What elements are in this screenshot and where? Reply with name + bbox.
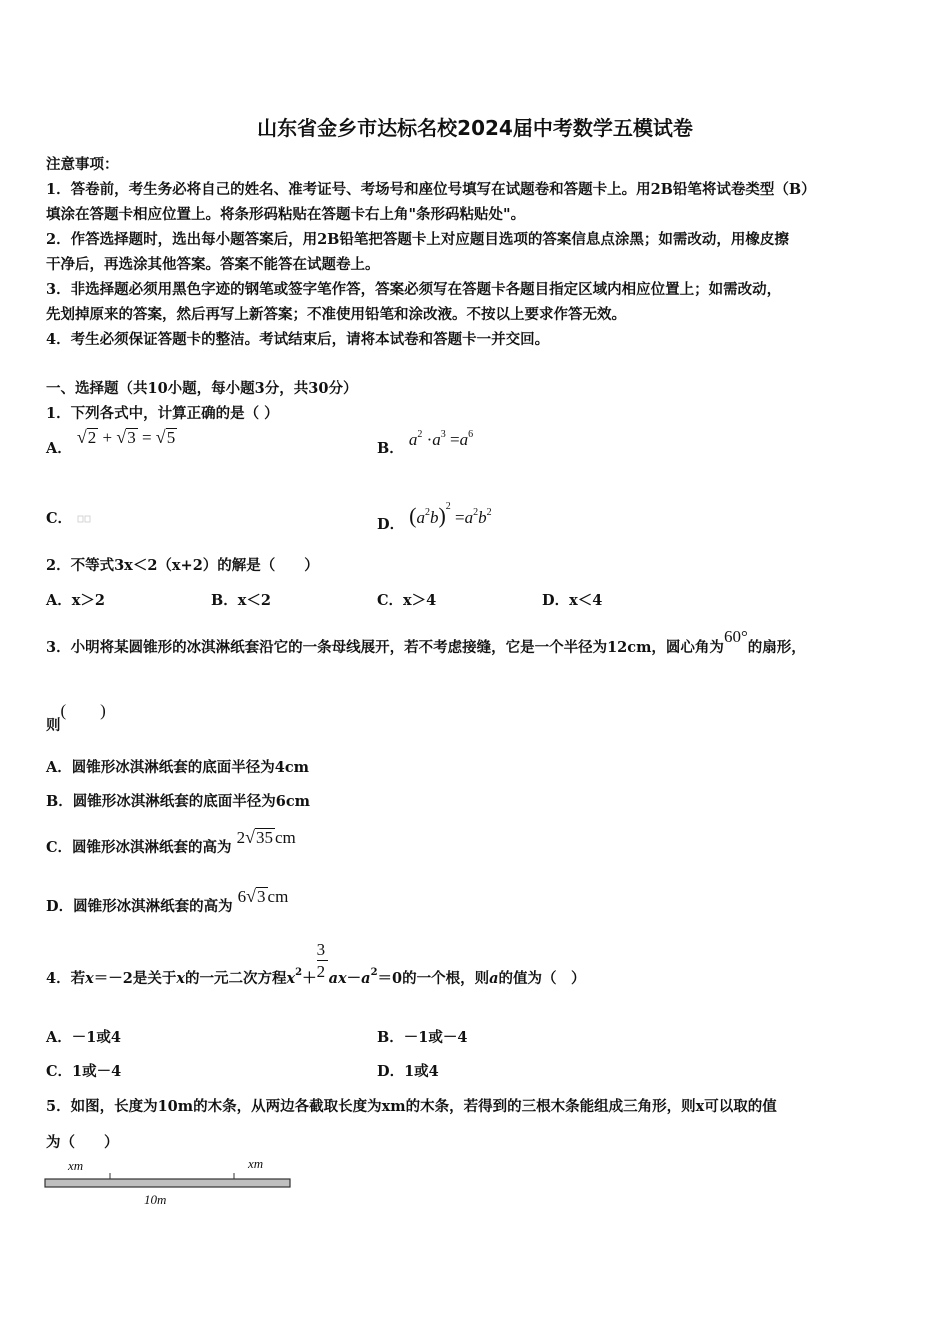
q3-answer-paren: ( ) xyxy=(60,701,106,720)
q4-ax: ax xyxy=(328,970,347,987)
q4-fraction xyxy=(316,940,329,984)
q1-option-c-formula-image xyxy=(77,514,91,524)
q1-d-open-paren: ( xyxy=(409,503,417,528)
q5-wood-strip-figure xyxy=(44,1155,294,1211)
q4-tail: ＝0的一个根，则 xyxy=(377,970,490,987)
q1-d-outer-exp: 2 xyxy=(445,501,451,512)
q1-option-b-formula xyxy=(409,430,473,449)
q5-fig-left-label: xm xyxy=(68,1158,84,1173)
q1-option-d xyxy=(377,501,492,535)
q3-d-coef: 6 xyxy=(237,887,247,906)
q5-fig-total-label: 10m xyxy=(144,1192,167,1207)
q4-option-c: C．1或－4 xyxy=(46,1063,122,1080)
q1-d-b2-exp: 2 xyxy=(486,507,492,518)
q1-b-exp-2: 3 xyxy=(440,429,446,440)
q1-d-a2-exp: 2 xyxy=(473,507,479,518)
q3-angle: 60° xyxy=(723,627,748,646)
q4-stem xyxy=(46,940,586,988)
q1-option-d-formula xyxy=(409,501,492,528)
q1-d-a: a xyxy=(416,508,425,527)
q3-then-text: 则 xyxy=(46,717,61,734)
q3-option-d-text: D．圆锥形冰淇淋纸套的高为 xyxy=(46,898,233,915)
q3-c-radicand: 35 xyxy=(256,828,273,847)
q3-stem-text: 3．小明将某圆锥形的冰淇淋纸套沿它的一条母线展开，若不考虑接缝，它是一个半径为12cm，圆心角为 xyxy=(46,639,724,656)
note-line-1: 1．答卷前，考生务必将自己的姓名、准考证号、考场号和座位号填写在试题卷和答题卡上。用2B铅笔将试卷类型（B） xyxy=(46,181,816,198)
q1-d-b2: b xyxy=(478,508,487,527)
q1-d-equals: = xyxy=(450,508,465,527)
page-title: 山东省金乡市达标名校2024届中考数学五模试卷 xyxy=(257,116,693,140)
q1-option-a-formula: √2 + √3 = √5 xyxy=(76,427,176,447)
q1-stem: 1．下列各式中，计算正确的是（ ） xyxy=(46,405,279,422)
q1-b-equals: = xyxy=(445,430,460,449)
q2-option-b: B．x＜2 xyxy=(211,592,271,609)
section-heading: 一、选择题（共10小题，每小题3分，共30分） xyxy=(46,380,358,397)
q1-a-plus: + xyxy=(98,428,117,447)
q4-option-a: A．－1或4 xyxy=(46,1029,121,1046)
q3-option-c xyxy=(46,827,296,857)
q3-d-radicand: 3 xyxy=(257,887,266,906)
q1-b-base-1: a xyxy=(408,430,418,449)
q1-option-b xyxy=(377,429,474,458)
q3-stem xyxy=(46,627,806,657)
q1-b-base-2: a xyxy=(432,430,441,449)
q4-x-1: x xyxy=(85,970,94,987)
q1-option-c-label: C． xyxy=(46,510,73,527)
q3-c-coef: 2 xyxy=(236,828,246,847)
q1-d-a-exp: 2 xyxy=(424,507,430,518)
q1-a-radicand-1: 2 xyxy=(87,428,97,447)
q1-a-equals: = xyxy=(137,428,156,447)
q1-d-close-paren: ) xyxy=(438,503,446,528)
q3-option-d-formula: 6√3 cm xyxy=(237,886,289,906)
q4-end: 的值为（ ） xyxy=(498,970,586,987)
q1-d-a2: a xyxy=(464,508,474,527)
q3-d-unit: cm xyxy=(267,887,289,906)
q1-b-exp-3: 6 xyxy=(468,429,474,440)
q4-x-3: x xyxy=(286,970,296,987)
q1-d-b: b xyxy=(429,508,439,527)
q4-pre: 4．若 xyxy=(46,970,86,987)
note-line-3: 2．作答选择题时，选出每小题答案后，用2B铅笔把答题卡上对应题目选项的答案信息点涂黑；如需改动，用橡皮擦 xyxy=(46,231,789,248)
q4-eq1: ＝－2是关于 xyxy=(93,970,177,987)
q2-stem: 2．不等式3x＜2（x+2）的解是（ ） xyxy=(46,557,319,574)
q1-b-dot: · xyxy=(422,430,433,449)
q3-option-d xyxy=(46,886,289,916)
note-line-6: 先划掉原来的答案，然后再写上新答案；不准使用铅笔和涂改液。不按以上要求作答无效。 xyxy=(46,306,626,323)
q4-a: a xyxy=(361,970,371,987)
q4-square: 2 xyxy=(295,967,303,978)
q3-option-a: A．圆锥形冰淇淋纸套的底面半径为4cm xyxy=(46,759,310,776)
q1-b-base-3: a xyxy=(459,430,469,449)
q4-plus: ＋ xyxy=(302,970,317,987)
q1-option-d-label: D． xyxy=(377,516,405,533)
q4-fraction-denominator: 2 xyxy=(316,962,326,981)
q1-a-radicand-2: 3 xyxy=(127,428,136,447)
q4-option-b: B．－1或－4 xyxy=(377,1029,468,1046)
q3-option-c-text: C．圆锥形冰淇淋纸套的高为 xyxy=(46,839,232,856)
q5-wood-strip xyxy=(45,1179,290,1187)
q5-fig-right-label: xm xyxy=(248,1156,264,1171)
q1-option-b-label: B． xyxy=(377,440,404,457)
q2-option-c: C．x＞4 xyxy=(377,592,437,609)
q3-option-c-formula: 2√35 cm xyxy=(236,827,296,847)
q3-then xyxy=(46,701,106,735)
q1-option-c xyxy=(46,507,91,528)
note-line-4: 干净后，再选涂其他答案。答案不能答在试题卷上。 xyxy=(46,256,380,273)
q3-option-b: B．圆锥形冰淇淋纸套的底面半径为6cm xyxy=(46,793,311,810)
q1-a-radicand-3: 5 xyxy=(166,428,176,447)
note-line-2: 填涂在答题卡相应位置上。将条形码粘贴在答题卡右上角"条形码粘贴处"。 xyxy=(46,206,526,223)
q3-stem-end: 的扇形， xyxy=(747,639,806,656)
q4-option-d: D．1或4 xyxy=(377,1063,439,1080)
q2-option-a: A．x＞2 xyxy=(46,592,105,609)
q4-fraction-numerator: 3 xyxy=(316,940,326,959)
notes-heading: 注意事项： xyxy=(46,156,119,173)
q4-a-square: 2 xyxy=(370,967,378,978)
q4-minus: － xyxy=(346,970,362,987)
q1-option-a xyxy=(46,427,177,458)
q2-option-d: D．x＜4 xyxy=(542,592,603,609)
q1-option-a-label: A． xyxy=(46,440,72,457)
q1-b-exp-1: 2 xyxy=(417,429,423,440)
q4-a-var: a xyxy=(489,970,499,987)
q5-stem-line-2: 为（ ） xyxy=(46,1134,119,1151)
q3-c-unit: cm xyxy=(275,828,296,847)
q5-stem-line-1: 5．如图，长度为10m的木条，从两边各截取长度为xm的木条，若得到的三根木条能组成三角形，则x可以取的值 xyxy=(46,1098,777,1115)
note-line-5: 3．非选择题必须用黑色字迹的钢笔或签字笔作答，答案必须写在答题卡各题目指定区域内相应位置上；如需改动， xyxy=(46,281,782,298)
q4-x-2: x xyxy=(176,970,185,987)
q4-mid: 的一元二次方程 xyxy=(185,970,287,987)
note-line-7: 4．考生必须保证答题卡的整洁。考试结束后，请将本试卷和答题卡一并交回。 xyxy=(46,331,550,348)
